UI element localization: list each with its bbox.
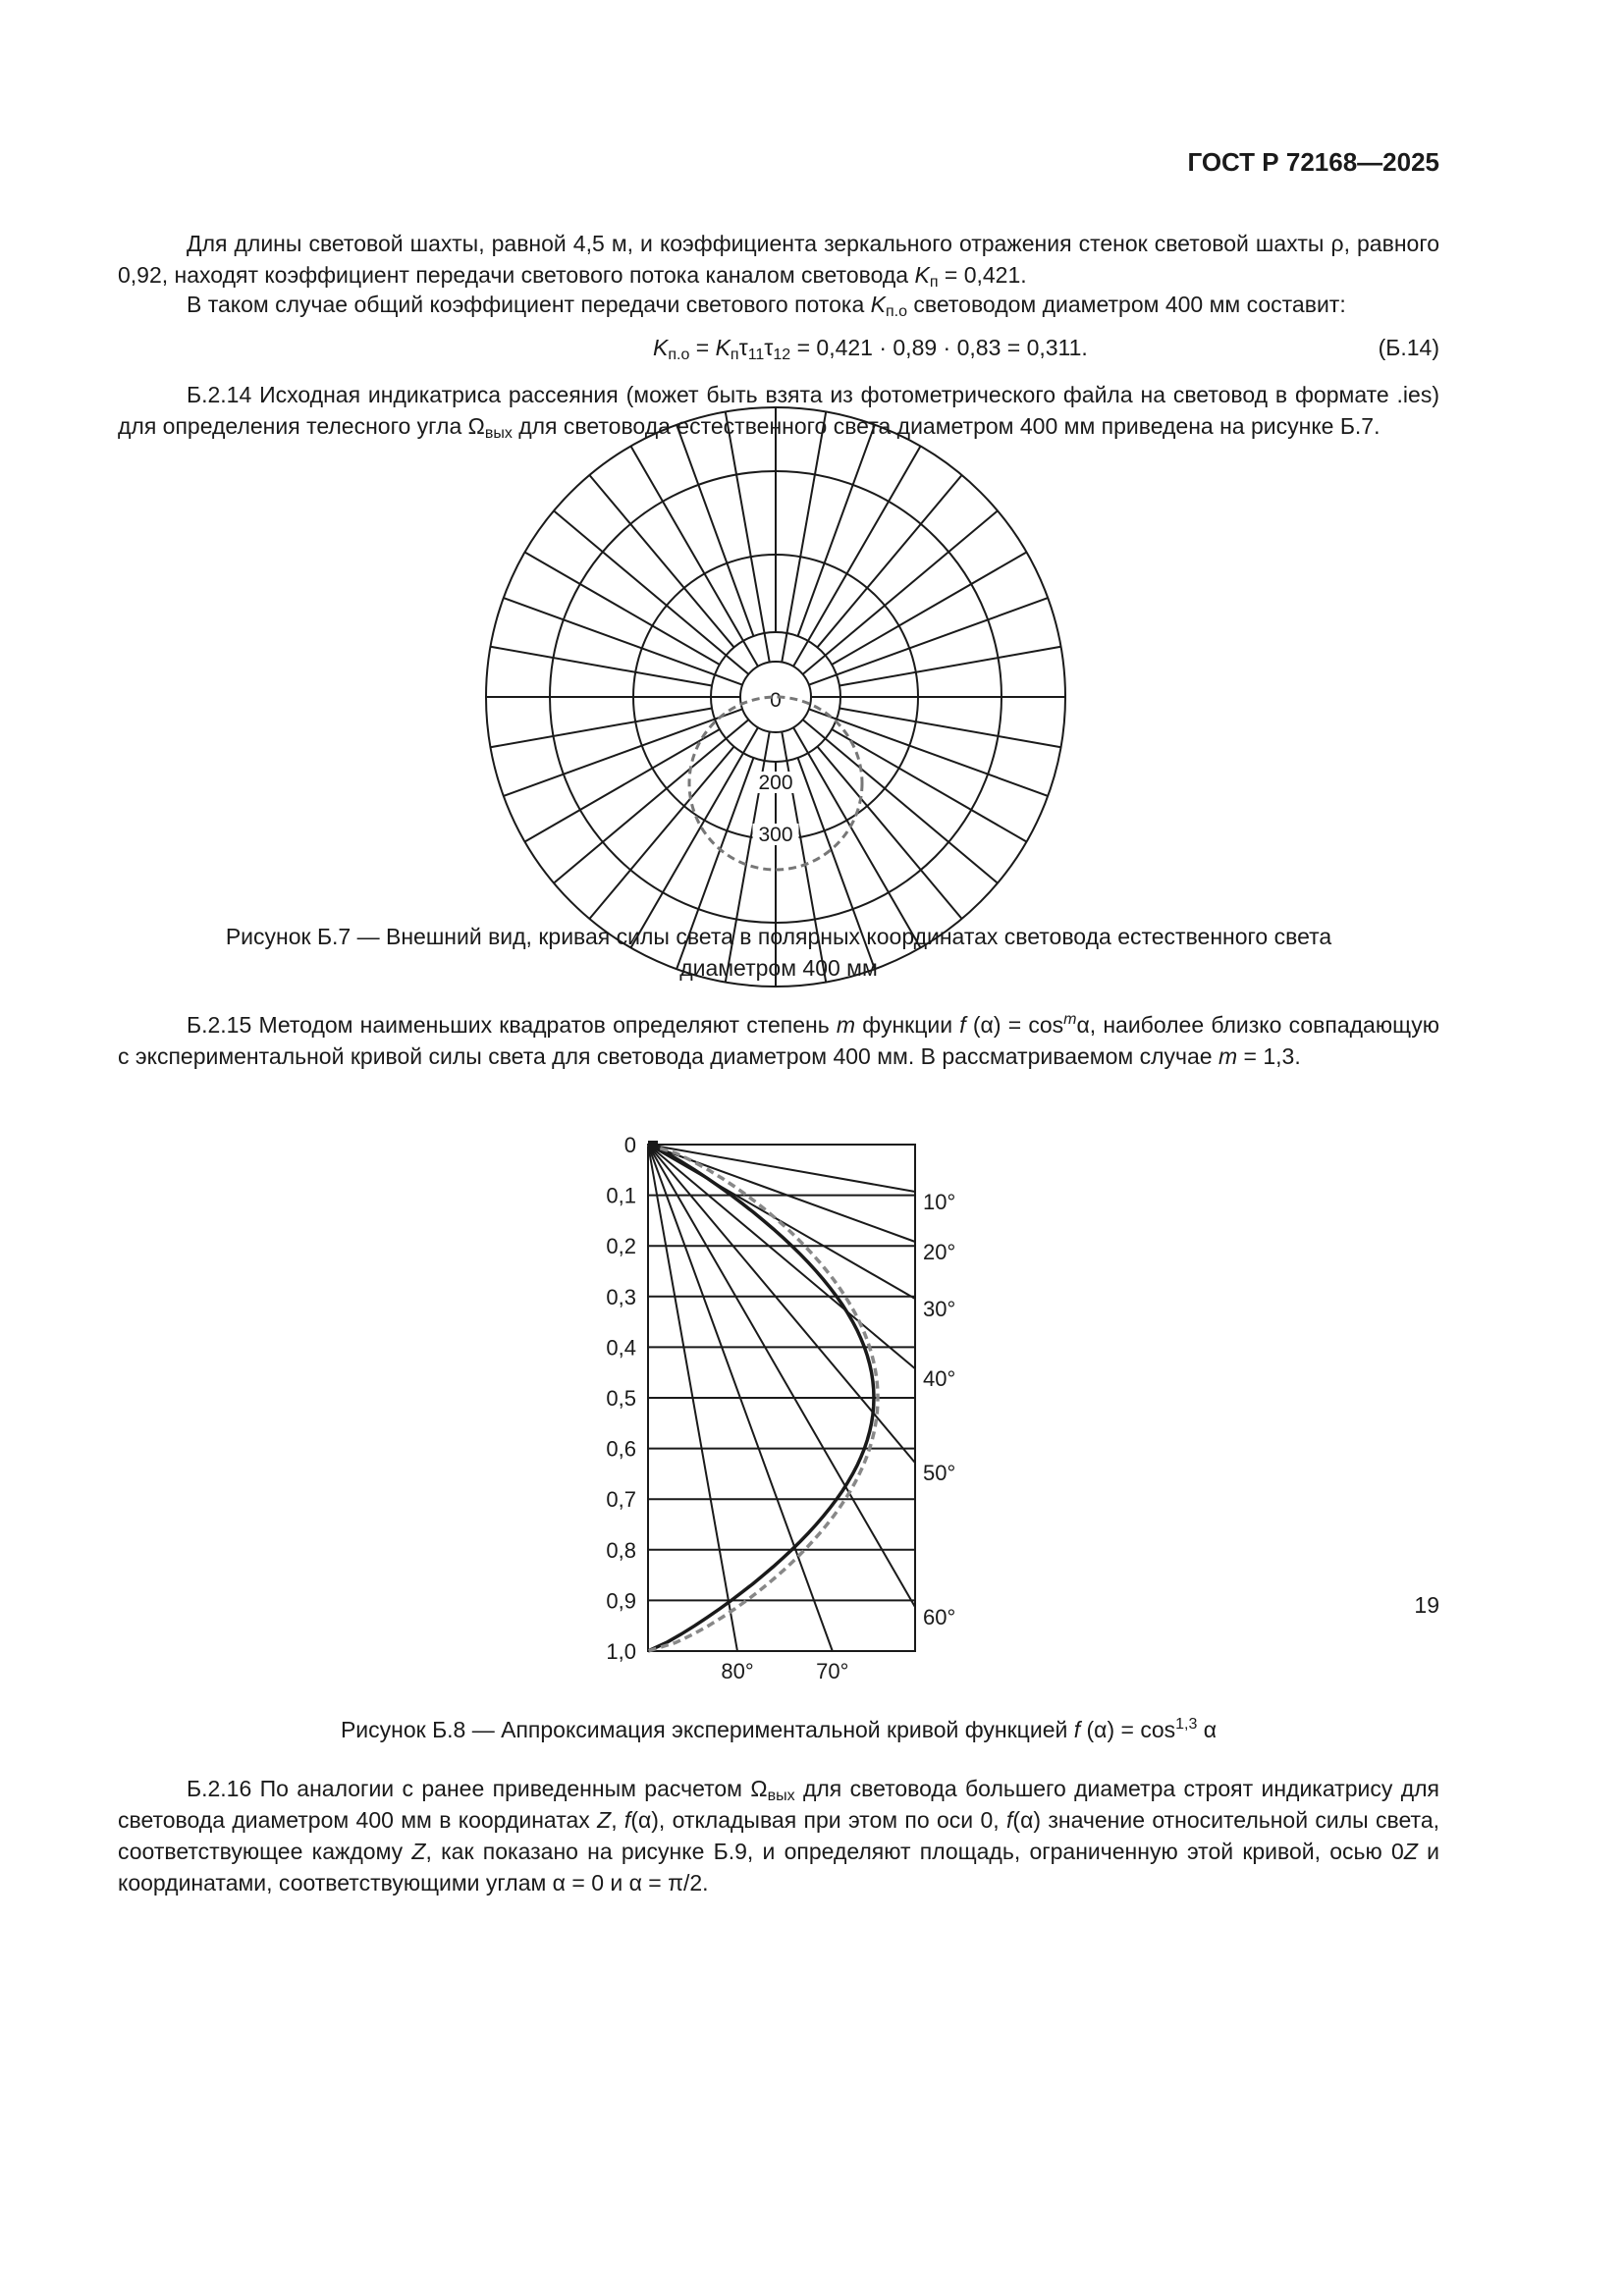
y-tick-label: 0,9 [606, 1588, 636, 1614]
paragraph-5-text-6: и координатами, соответствующими углам α = 0 и α = π/2. [118, 1839, 1439, 1896]
angle-label: 10° [923, 1189, 956, 1214]
angle-label: 70° [816, 1659, 849, 1683]
y-tick-label: 0,2 [606, 1234, 636, 1259]
k-subscript: п.о [885, 303, 907, 320]
document-header: ГОСТ Р 72168—2025 [1187, 147, 1439, 177]
paragraph-2-text: В таком случае общий коэффициент передачи светового потока [187, 292, 871, 317]
caption-func: (α) = cos [1080, 1717, 1176, 1742]
angle-label: 40° [923, 1366, 956, 1392]
angle-label: 20° [923, 1239, 956, 1264]
chart-curves [648, 1141, 878, 1651]
paragraph-5-text-1: для световода большего диаметра строят индикатрису для световода диаметром 400 мм в координатах [118, 1776, 1439, 1833]
m-symbol: m [836, 1012, 856, 1038]
figure-b8-caption-text: Рисунок Б.8 — Аппроксимация экспериментальной кривой функцией [340, 1717, 1074, 1742]
tau-2-sub: 12 [773, 347, 791, 363]
polar-label: 200 [758, 772, 793, 794]
z-symbol-3: Z [1403, 1839, 1418, 1864]
f-symbol-2: f [1006, 1807, 1013, 1833]
angle-label: 30° [923, 1297, 956, 1322]
figure-b8-caption [118, 1714, 1439, 1745]
func-exponent: m [1063, 1011, 1077, 1028]
paragraph-5 [118, 1773, 1439, 1898]
paragraph-1-text: Для длины световой шахты, равной 4,5 м, и коэффициента зеркального отражения стенок световой шахты ρ, равного 0,92, находят коэффициент передачи светового потока каналом световода [118, 231, 1439, 288]
paragraph-4-text-mid: функции [855, 1012, 960, 1038]
formula-eq: = [689, 335, 716, 360]
omega-symbol: Ω [467, 413, 485, 439]
y-tick-label: 0,6 [606, 1436, 636, 1462]
paragraph-3-text: Б.2.14 Исходная индикатриса рассеяния (может быть взята из фотометрического файла на световод в формате .ies) для определения телесного угла [118, 382, 1439, 439]
caption-alpha: α [1197, 1717, 1218, 1742]
angle-label: 80° [721, 1659, 754, 1683]
func-arg: (α) = cos [965, 1012, 1064, 1038]
y-tick-label: 0,5 [606, 1386, 636, 1411]
paragraph-4-text-end: α, наиболее близко совпадающую с экспериментальной кривой силы света для световода диаметром 400 мм. В рассматриваемом случае [118, 1012, 1440, 1069]
formula-number: (Б.14) [1378, 335, 1439, 360]
y-tick-label: 0,7 [606, 1487, 636, 1513]
formula-rhs-sub: п [730, 347, 739, 363]
paragraph-5-text-3: (α), откладывая при этом по оси 0, [630, 1807, 1007, 1833]
tau-2: τ [764, 335, 774, 360]
y-tick-label: 0,1 [606, 1183, 636, 1208]
angle-label: 50° [923, 1461, 956, 1486]
figure-b7-caption-line2: диаметром 400 мм [679, 955, 878, 981]
y-tick-label: 0,3 [606, 1284, 636, 1309]
formula-rhs: K [715, 335, 731, 360]
k-subscript: п [929, 274, 939, 291]
omega-symbol: Ω [750, 1776, 768, 1801]
caption-f-symbol: f [1073, 1717, 1081, 1742]
page-number: 19 [1414, 1592, 1439, 1618]
paragraph-5-text-4: (α) значение относительной силы света, соответствующее каждому [118, 1807, 1439, 1864]
polar-label: 0 [770, 689, 782, 712]
m-value: = 1,3. [1237, 1043, 1301, 1069]
omega-subscript: вых [484, 425, 513, 442]
caption-exponent: 1,3 [1175, 1716, 1198, 1733]
paragraph-5-text-2: , [611, 1807, 624, 1833]
y-tick-label: 0,4 [606, 1335, 636, 1361]
k-symbol: K [914, 262, 930, 288]
m-symbol-2: m [1218, 1043, 1238, 1069]
paragraph-4-text: Б.2.15 Методом наименьших квадратов определяют степень [187, 1012, 837, 1038]
k-symbol: K [870, 292, 886, 317]
figure-b7-caption-line1: Рисунок Б.7 — Внешний вид, кривая силы света в полярных координатах световода естественного света [225, 924, 1332, 949]
z-symbol-2: Z [411, 1839, 426, 1864]
omega-subscript: вых [767, 1788, 795, 1804]
y-tick-label: 0 [623, 1133, 636, 1157]
y-tick-label: 1,0 [606, 1639, 636, 1664]
f-symbol: f [623, 1807, 631, 1833]
tau-1-sub: 11 [747, 347, 765, 363]
polar-label: 300 [758, 824, 793, 846]
y-tick-label: 0,8 [606, 1537, 636, 1563]
formula-lhs: K [653, 335, 669, 360]
z-symbol: Z [597, 1807, 612, 1833]
tau-1: τ [738, 335, 748, 360]
paragraph-5-text-5: , как показано на рисунке Б.9, и определяют площадь, ограниченную этой кривой, осью 0 [425, 1839, 1404, 1864]
origin-marker [648, 1141, 658, 1148]
formula-value: = 0,421 · 0,89 · 0,83 = 0,311. [790, 335, 1088, 360]
f-symbol: f [959, 1012, 966, 1038]
formula-lhs-sub: п.о [668, 347, 690, 363]
k-value: = 0,421. [938, 262, 1027, 288]
paragraph-2-text-end: световодом диаметром 400 мм составит: [907, 292, 1346, 317]
paragraph-5-text: Б.2.16 По аналогии с ранее приведенным расчетом [187, 1776, 751, 1801]
paragraph-3-text-end: для световода естественного света диаметром 400 мм приведена на рисунке Б.7. [512, 413, 1380, 439]
angle-label: 60° [923, 1605, 956, 1630]
